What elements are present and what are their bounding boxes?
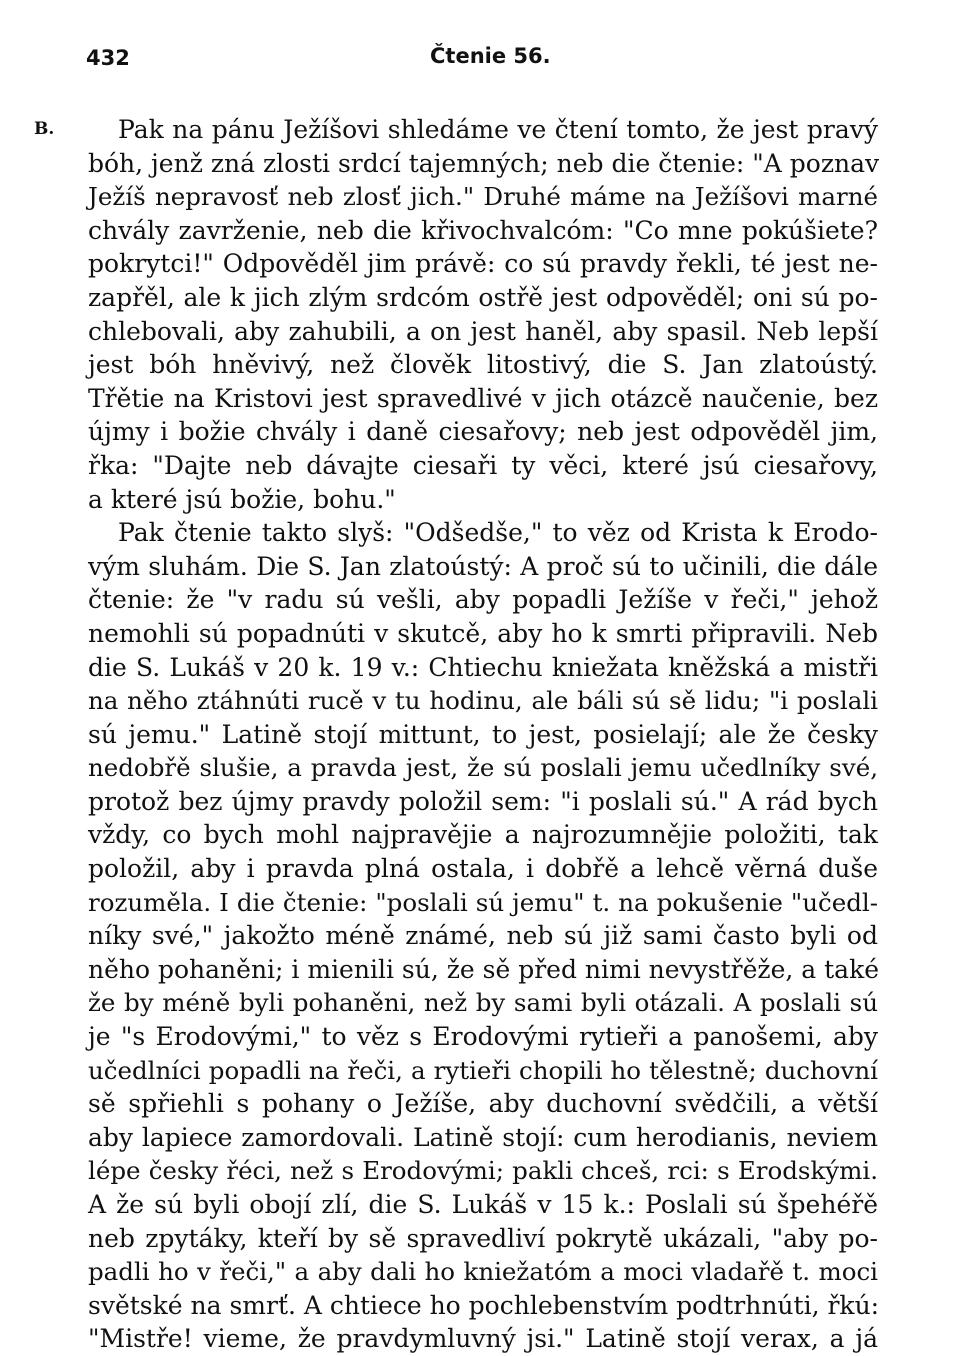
text-line: řka: "Dajte neb dávajte ciesaři ty věci, které jsú ciesařovy, xyxy=(88,450,878,480)
text-line: světské na smrť. A chtiece ho pochlebenstvím podtrhnúti, řkú: xyxy=(88,1290,880,1320)
text-line: Pak na pánu Ježíšovi shledáme ve čtení tomto, že jest pravý xyxy=(118,115,878,144)
text-line: neb zpytáky, kteří by sě spravedliví pokrytě ukázali, "aby po- xyxy=(88,1223,878,1253)
body-text xyxy=(34,113,880,1356)
text-line: něho pohaněni; i mienili sú, že sě před nimi nevystřěže, a také xyxy=(88,954,880,984)
text-line: rozuměla. I die čtenie: "poslali sú jemu" t. na pokušenie "učedl- xyxy=(88,887,878,917)
text-line: die S. Lukáš v 20 k. 19 v.: Chtiechu kniežata kněžská a mistři xyxy=(88,652,878,682)
text-line: sú jemu." Latině stojí mittunt, to jest, posielají; ale že česky xyxy=(88,719,878,749)
text-line: protož bez újmy pravdy položil sem: "i poslali sú." A rád bych xyxy=(88,786,878,816)
text-line: a které jsú božie, bohu." xyxy=(88,484,396,514)
text-line: aby lapiece zamordovali. Latině stojí: cum herodianis, neviem xyxy=(88,1122,878,1152)
text-line: že by méně byli pohaněni, než by sami byli otázali. A poslali sú xyxy=(88,988,878,1018)
text-line: újmy i božie chvály i daně ciesařovy; neb jest odpověděl jim, xyxy=(88,417,878,447)
text-line: bóh, jenž zná zlosti srdcí tajemných; neb die čtenie: "A poznav xyxy=(88,148,880,178)
text-line: vým sluhám. Die S. Jan zlatoústý: A proč sú to učinili, die dále xyxy=(88,551,878,581)
text-line: padli ho v řeči," a aby dali ho kniežatóm a moci vladařě t. moci xyxy=(88,1257,878,1287)
text-line: je "s Erodovými," to věz s Erodovými rytieři a panošemi, aby xyxy=(88,1022,878,1052)
text-line: vždy, co bych mohl najpravějie a najrozumnějie položiti, tak xyxy=(88,820,878,850)
text-line: pokrytci!" Odpověděl jim právě: co sú pravdy řekli, té jest ne- xyxy=(88,249,878,279)
text-line: položil, aby i pravda plná ostala, i dobřě a lehcě věrná duše xyxy=(88,854,878,884)
text-line: učedlníci popadli na řeči, a rytieři chopili ho tělestně; duchovní xyxy=(88,1055,878,1085)
text-line: "Mistře! vieme, že pravdymluvný jsi." Latině stojí verax, a já xyxy=(88,1324,878,1354)
text-line: lépe česky řéci, než s Erodovými; pakli chceš, rci: s Erodskými. xyxy=(88,1156,878,1186)
section-marker: B. xyxy=(34,119,55,139)
text-line: Třětie na Kristovi jest spravedlivé v jich otázcě naučenie, bez xyxy=(88,383,878,413)
text-line: chvály zavrženie, neb die křivochvalcóm: "Co mne pokúšiete? xyxy=(88,215,878,245)
running-head: Čtenie 56. xyxy=(430,44,551,68)
text-line: níky své," jakožto méně známé, neb sú již sami často byli od xyxy=(88,921,878,951)
text-line: chlebovali, aby zahubili, a on jest haněl, aby spasil. Neb lepší xyxy=(88,316,878,346)
text-line: A že sú byli obojí zlí, die S. Lukáš v 15 k.: Poslali sú špehéřě xyxy=(88,1190,878,1219)
page-header xyxy=(0,40,960,80)
text-line: Pak čtenie takto slyš: "Odšedše," to věz od Krista k Erodo- xyxy=(118,518,878,548)
text-line: sě spřiehli s pohany o Ježíše, aby duchovní svědčili, a větší xyxy=(88,1089,878,1119)
text-line: na něho ztáhnúti rucě v tu hodinu, ale báli sú sě lidu; "i poslali xyxy=(88,686,878,716)
text-line: čtenie: že "v radu sú vešli, aby popadli Ježíše v řeči," jehož xyxy=(88,585,878,615)
text-line: Ježíš nepravosť neb zlosť jich." Druhé máme na Ježíšovi marné xyxy=(88,182,878,212)
text-line: jest bóh hněvivý, než člověk litostivý, die S. Jan zlatoústý. xyxy=(88,350,878,380)
page-number: 432 xyxy=(86,46,130,70)
text-line: nedobřě slušie, a pravda jest, že sú poslali jemu učedlníky své, xyxy=(88,753,878,783)
text-line: zapřěl, ale k jich zlým srdcóm ostřě jest odpověděl; oni sú po- xyxy=(88,282,878,312)
text-line: nemohli sú popadnúti v skutcě, aby ho k smrti připravili. Neb xyxy=(88,618,878,648)
